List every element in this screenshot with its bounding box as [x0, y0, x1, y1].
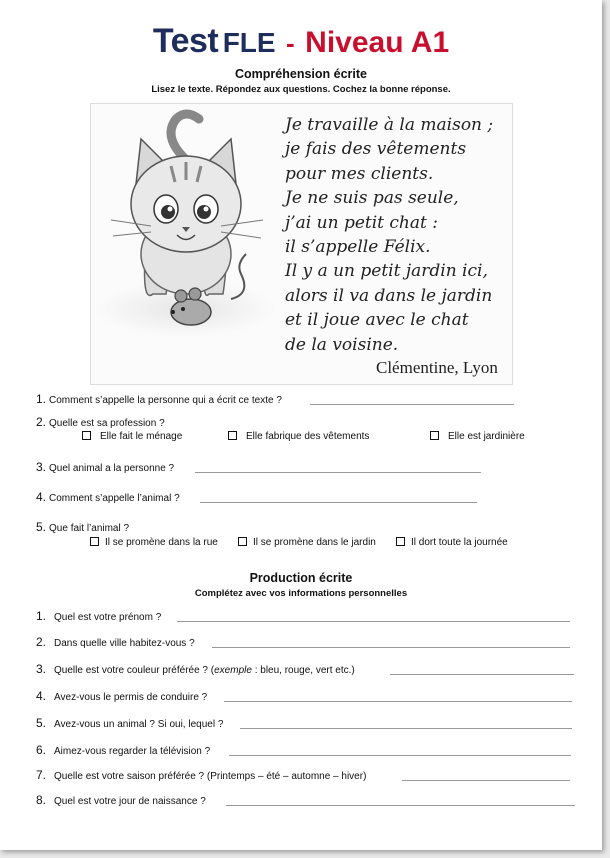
checkbox-icon[interactable]	[82, 431, 91, 440]
poem-line: Je travaille à la maison ;	[285, 115, 494, 135]
production-heading: Production écrite	[249, 571, 353, 585]
comprehension-instructions: Lisez le texte. Répondez aux questions. Cochez la bonne réponse.	[151, 84, 451, 95]
comprehension-question-1: 1. Comment s’appelle la personne qui a écrit ce texte ?	[36, 392, 282, 406]
poem-line: pour mes clients.	[285, 163, 434, 184]
production-question-5: 5. Avez-vous un animal ? Si oui, lequel ?	[36, 716, 224, 730]
answer-line-p7[interactable]	[402, 780, 570, 781]
option-checkbox[interactable]: Elle est jardinière	[430, 431, 525, 442]
production-question-6: 6. Aimez-vous regarder la télévision ?	[36, 743, 211, 757]
production-question-2: 2. Dans quelle ville habitez-vous ?	[36, 635, 195, 649]
poem-line: Il y a un petit jardin ici,	[285, 261, 488, 282]
poem-line: il s’appelle Félix.	[285, 237, 431, 258]
production-question-8: 8. Quel est votre jour de naissance ?	[36, 793, 206, 807]
comprehension-question-2: 2. Quelle est sa profession ?	[36, 415, 165, 429]
poem-line: Je ne suis pas seule,	[285, 188, 459, 209]
production-instructions: Complétez avec vos informations personnelles	[194, 588, 408, 599]
production-question-1: 1. Quel est votre prénom ?	[36, 609, 162, 623]
poem-line: j’ai un petit chat :	[285, 212, 438, 233]
title-dash: -	[286, 28, 295, 58]
answer-line-p1[interactable]	[177, 621, 570, 622]
option-checkbox[interactable]: Il dort toute la journée	[396, 537, 508, 548]
option-checkbox[interactable]: Il se promène dans le jardin	[238, 537, 376, 548]
reading-text	[285, 113, 493, 357]
checkbox-icon[interactable]	[238, 537, 247, 546]
answer-line-p4[interactable]	[224, 701, 572, 702]
comprehension-question-5: 5. Que fait l’animal ?	[36, 520, 130, 534]
answer-line-4[interactable]	[200, 502, 477, 503]
comprehension-question-3: 3. Quel animal a la personne ?	[36, 460, 175, 474]
answer-line-p5[interactable]	[240, 728, 572, 729]
title-fle: FLE	[222, 27, 276, 58]
title-level: Niveau A1	[305, 26, 450, 59]
production-question-7: 7. Quelle est votre saison préférée ? (Printemps – été – automne – hiver)	[36, 768, 367, 782]
checkbox-icon[interactable]	[228, 431, 237, 440]
reading-text-signature: Clémentine, Lyon	[376, 358, 498, 377]
poem-line: de la voisine.	[285, 334, 399, 355]
page-title	[0, 22, 602, 61]
answer-line-p6[interactable]	[229, 755, 571, 756]
answer-line-p2[interactable]	[212, 647, 570, 648]
answer-line-p3[interactable]	[390, 674, 574, 675]
checkbox-icon[interactable]	[430, 431, 439, 440]
production-question-3: 3. Quelle est votre couleur préférée ? (exemple : bleu, rouge, vert etc.)	[36, 662, 355, 676]
answer-line-1[interactable]	[310, 404, 514, 405]
checkbox-icon[interactable]	[396, 537, 405, 546]
poem-line: alors il va dans le jardin	[285, 285, 493, 306]
checkbox-icon[interactable]	[90, 537, 99, 546]
poem-line: et il joue avec le chat	[285, 310, 469, 331]
comprehension-question-4: 4. Comment s’appelle l’animal ?	[36, 490, 180, 504]
option-checkbox[interactable]: Elle fait le ménage	[82, 431, 182, 442]
title-test: Test	[152, 22, 219, 60]
answer-line-p8[interactable]	[226, 805, 575, 806]
production-question-4: 4. Avez-vous le permis de conduire ?	[36, 689, 208, 703]
option-checkbox[interactable]: Elle fabrique des vêtements	[228, 431, 369, 442]
comprehension-heading: Compréhension écrite	[235, 67, 367, 81]
answer-line-3[interactable]	[195, 472, 481, 473]
option-checkbox[interactable]: Il se promène dans la rue	[90, 537, 218, 548]
poem-line: je fais des vêtements	[285, 139, 467, 160]
